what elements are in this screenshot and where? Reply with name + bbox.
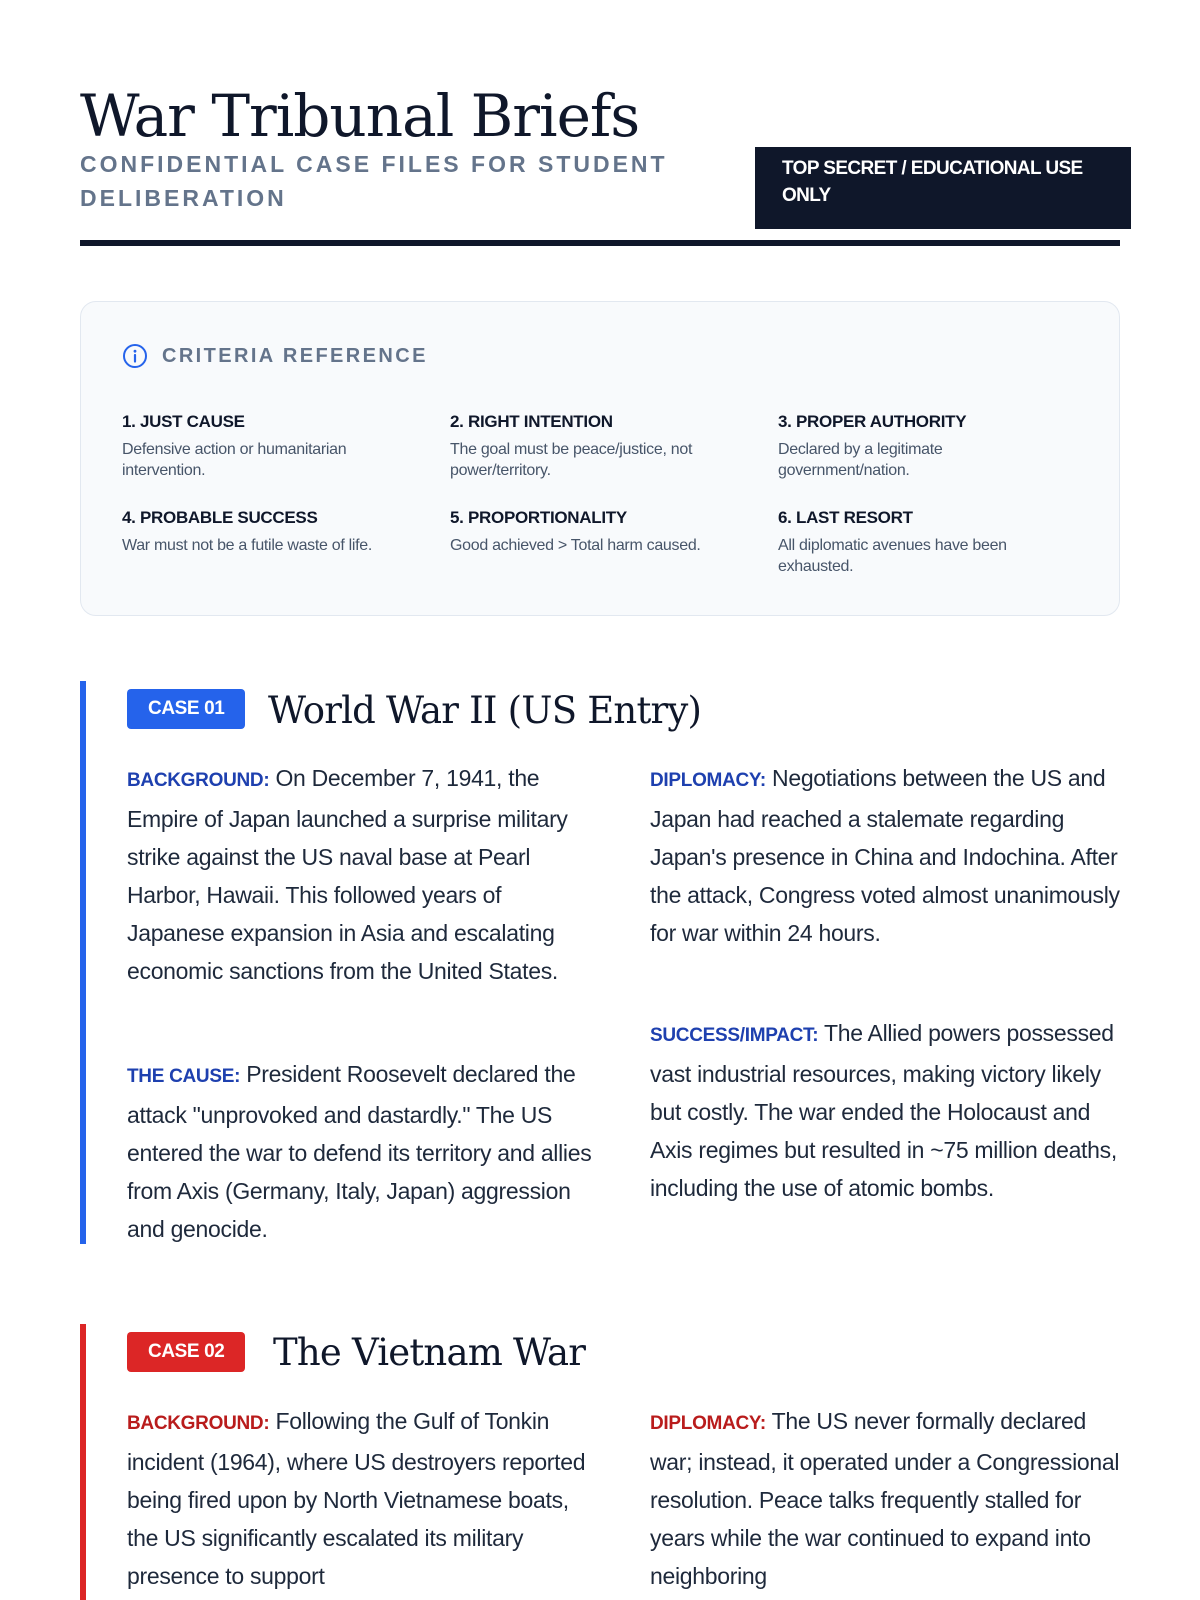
case-badge: CASE 02 [127, 1332, 245, 1372]
case-title: The Vietnam War [273, 1331, 586, 1374]
header [80, 0, 1120, 248]
cause-label: THE CAUSE: [127, 1066, 241, 1087]
case-background [127, 1402, 599, 1595]
criterion-description: Defensive action or humanitarian intervention. [122, 441, 347, 479]
criterion-name: 5. PROPORTIONALITY [450, 508, 627, 527]
page [80, 0, 1120, 1590]
criterion-name: 1. JUST CAUSE [122, 412, 245, 431]
criterion-description: Good achieved > Total harm caused. [450, 537, 701, 554]
cause-text: President Roosevelt declared the attack "unprovoked and dastardly." The US entered the war to defend its territory and allies from Axis (Germany, Italy, Japan) aggression and genocide. [127, 1061, 592, 1243]
criterion-description: All diplomatic avenues have been exhausted. [778, 537, 1007, 575]
criterion-name: 2. RIGHT INTENTION [450, 412, 613, 431]
page-subtitle: CONFIDENTIAL CASE FILES FOR STUDENT DELIBERATION [80, 151, 668, 211]
criterion-name: 3. PROPER AUTHORITY [778, 412, 967, 431]
criterion-proper-authority [778, 411, 1068, 481]
case-title: World War II (US Entry) [268, 689, 702, 732]
diplomacy-text: Negotiations between the US and Japan had reached a stalemate regarding Japan's presence in China and Indochina. After the attack, Congress voted almost unanimously for war within 24 hours. [650, 765, 1120, 947]
criterion-name: 6. LAST RESORT [778, 508, 913, 527]
criteria-title: CRITERIA REFERENCE [162, 344, 428, 367]
diplomacy-label: DIPLOMACY: [650, 1413, 766, 1434]
criterion-just-cause [122, 411, 422, 481]
criterion-description: The goal must be peace/justice, not power/territory. [450, 441, 693, 479]
diplomacy-label: DIPLOMACY: [650, 770, 766, 791]
background-text: On December 7, 1941, the Empire of Japan launched a surprise military strike against the US naval base at Pearl Harbor, Hawaii. This followed years of Japanese expansion in Asia and escalating economic sanctions from the United States. [127, 765, 568, 985]
background-label: BACKGROUND: [127, 770, 270, 791]
criterion-last-resort [778, 507, 1068, 577]
page-title: War Tribunal Briefs [80, 82, 640, 150]
case-badge: CASE 01 [127, 689, 245, 729]
criteria-reference-panel [80, 301, 1120, 616]
background-text: Following the Gulf of Tonkin incident (1964), where US destroyers reported being fired upon by North Vietnamese boats, the US significantly escalated its military presence to support [127, 1408, 586, 1590]
case-diplomacy [650, 1402, 1122, 1595]
case-background [127, 759, 599, 991]
case-02-section [80, 1324, 1120, 1600]
impact-text: The Allied powers possessed vast industrial resources, making victory likely but costly. The war ended the Holocaust and Axis regimes but resulted in ~75 million deaths, including the use of atomic bombs. [650, 1020, 1117, 1202]
classification-badge: TOP SECRET / EDUCATIONAL USE ONLY [755, 147, 1131, 229]
case-accent-bar [80, 1324, 86, 1600]
case-impact [650, 1014, 1122, 1207]
criterion-description: War must not be a futile waste of life. [122, 537, 373, 554]
info-icon [122, 343, 148, 369]
background-label: BACKGROUND: [127, 1413, 270, 1434]
criterion-description: Declared by a legitimate government/nation. [778, 441, 943, 479]
criterion-right-intention [450, 411, 750, 481]
case-accent-bar [80, 681, 86, 1244]
diplomacy-text: The US never formally declared war; instead, it operated under a Congressional resolution. Peace talks frequently stalled for years while the war continued to expand into neighboring [650, 1408, 1120, 1590]
criterion-probable-success [122, 507, 422, 556]
case-diplomacy [650, 759, 1122, 952]
criterion-name: 4. PROBABLE SUCCESS [122, 508, 318, 527]
criteria-header [122, 343, 428, 369]
case-cause [127, 1055, 599, 1248]
criterion-proportionality [450, 507, 750, 556]
header-divider [80, 240, 1120, 246]
impact-label: SUCCESS/IMPACT: [650, 1025, 819, 1046]
case-01-section [80, 681, 1120, 1244]
